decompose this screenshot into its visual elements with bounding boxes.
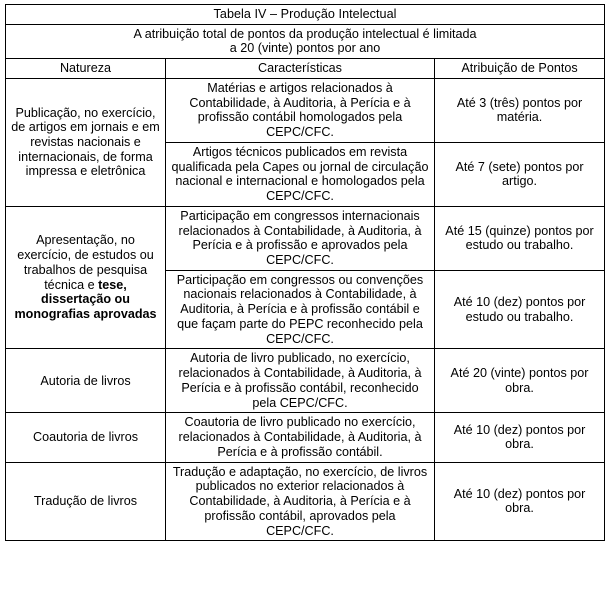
column-header-row xyxy=(6,59,605,79)
table-row xyxy=(6,462,605,541)
natureza-cell xyxy=(6,206,166,349)
table-title-row xyxy=(6,5,605,25)
caracteristicas-cell: Tradução e adaptação, no exercício, de livros publicados no exterior relacionados à Contabilidade, à Auditoria, à Perícia e à profissão contábil, aprovados pela CEPC/CFC. xyxy=(166,462,435,541)
pontos-cell: Até 10 (dez) pontos por obra. xyxy=(435,462,605,541)
natureza-cell xyxy=(6,413,166,462)
caracteristicas-cell: Artigos técnicos publicados em revista qualificada pela Capes ou jornal de circulação nacional e internacional e homologados pela CEPC/CFC. xyxy=(166,142,435,206)
table-row xyxy=(6,349,605,413)
table-note-line-1: A atribuição total de pontos da produção intelectual é limitada xyxy=(133,26,477,41)
pontos-cell: Até 15 (quinze) pontos por estudo ou trabalho. xyxy=(435,206,605,270)
table-body xyxy=(6,5,605,541)
table-note-row xyxy=(6,24,605,58)
pontos-cell: Até 3 (três) pontos por matéria. xyxy=(435,78,605,142)
pontos-cell: Até 7 (sete) pontos por artigo. xyxy=(435,142,605,206)
table-note-line-2: a 20 (vinte) pontos por ano xyxy=(229,41,381,56)
natureza-text-bold: tese, dissertação ou monografias aprovadas xyxy=(14,277,157,322)
pontos-cell: Até 10 (dez) pontos por estudo ou trabalho. xyxy=(435,270,605,349)
caracteristicas-cell: Participação em congressos internacionais relacionados à Contabilidade, à Auditoria, à Perícia e à profissão e aprovados pela CEPC/CFC. xyxy=(166,206,435,270)
natureza-text-plain: Publicação, no exercício, de artigos em jornais e em revistas nacionais e internacionais, de forma impressa e eletrônica xyxy=(11,105,160,179)
column-header-caracteristicas: Características xyxy=(166,59,435,79)
natureza-text-plain: Autoria de livros xyxy=(40,373,131,388)
table-row xyxy=(6,206,605,270)
table-row xyxy=(6,413,605,462)
caracteristicas-cell: Participação em congressos ou convenções nacionais relacionados à Contabilidade, à Auditoria, à Perícia e à profissão contábil e que façam parte do PEPC reconhecido pela CEPC/CFC. xyxy=(166,270,435,349)
caracteristicas-cell: Coautoria de livro publicado no exercício, relacionados à Contabilidade, à Auditoria, à Perícia e à profissão contábil. xyxy=(166,413,435,462)
natureza-text-plain: Apresentação, no exercício, de estudos ou trabalhos de pesquisa técnica e xyxy=(17,233,154,292)
natureza-cell xyxy=(6,462,166,541)
caracteristicas-cell: Matérias e artigos relacionados à Contabilidade, à Auditoria, à Perícia e à profissão contábil homologados pela CEPC/CFC. xyxy=(166,78,435,142)
natureza-text-plain: Tradução de livros xyxy=(33,494,138,509)
caracteristicas-cell: Autoria de livro publicado, no exercício, relacionados à Contabilidade, à Auditoria, à Perícia e à profissão contábil, reconhecido pela CEPC/CFC. xyxy=(166,349,435,413)
natureza-cell xyxy=(6,349,166,413)
natureza-text-plain: Coautoria de livros xyxy=(33,430,138,445)
column-header-natureza: Natureza xyxy=(6,59,166,79)
table-title: Tabela IV – Produção Intelectual xyxy=(6,5,605,25)
pontos-cell: Até 20 (vinte) pontos por obra. xyxy=(435,349,605,413)
pontos-cell: Até 10 (dez) pontos por obra. xyxy=(435,413,605,462)
table-note xyxy=(6,24,605,58)
natureza-cell xyxy=(6,78,166,206)
column-header-pontos: Atribuição de Pontos xyxy=(435,59,605,79)
producao-intelectual-table xyxy=(5,4,605,541)
table-row xyxy=(6,78,605,142)
